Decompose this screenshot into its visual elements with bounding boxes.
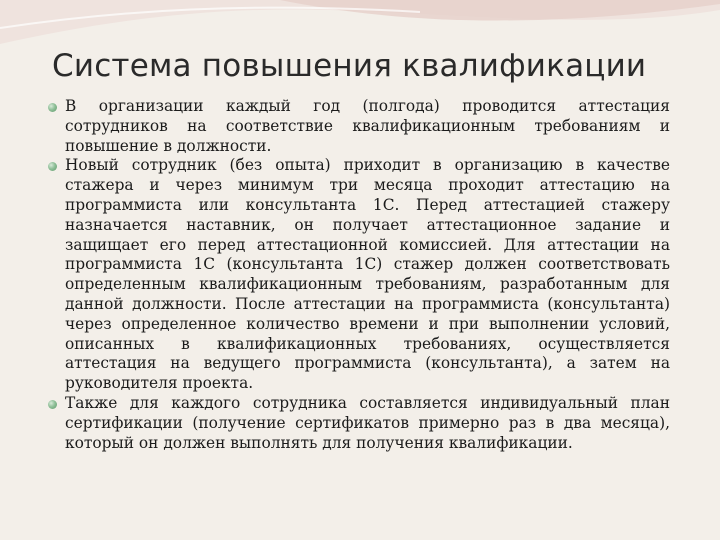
list-item [48, 97, 670, 156]
list-item [48, 394, 670, 453]
bullet-icon [48, 162, 57, 171]
list-item [48, 156, 670, 394]
bullet-text: Новый сотрудник (без опыта) приходит в организацию в качестве стажера и через минимум три месяца проходит аттестацию на программиста или консультанта 1С. Перед аттестацией стажеру назначается наставник, он получает аттестационное задание и защищает его перед аттестационной комиссией. Для аттестации на программиста 1С (консультанта 1С) стажер должен соответствовать определенным квалификационным требованиям, разработанным для данной должности. После аттестации на программиста (консультанта) через определенное количество времени и при выполнении условий, описанных в квалификационных требованиях, осуществляется аттестация на ведущего программиста (консультанта), а затем на руководителя проекта. [65, 156, 670, 393]
bullet-icon [48, 400, 57, 409]
bullet-text: В организации каждый год (полгода) проводится аттестация сотрудников на соответствие квалификационным требованиям и повышение в должности. [65, 97, 670, 155]
page-title: Система повышения квалификации [52, 48, 647, 84]
bullet-icon [48, 103, 57, 112]
bullet-list [48, 97, 670, 453]
bullet-text: Также для каждого сотрудника составляется индивидуальный план сертификации (получение сертификатов примерно раз в два месяца), который он должен выполнять для получения квалификации. [65, 393, 670, 452]
